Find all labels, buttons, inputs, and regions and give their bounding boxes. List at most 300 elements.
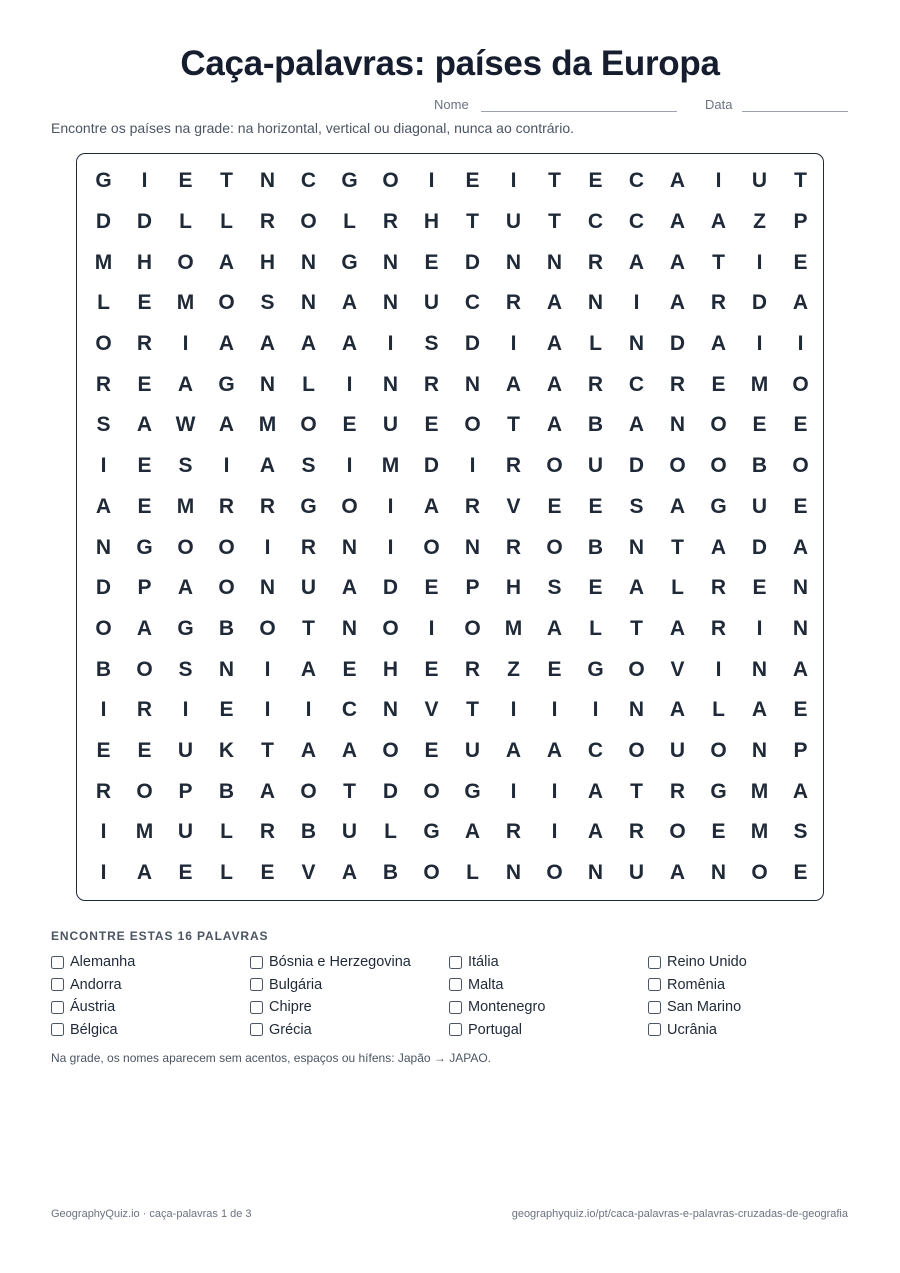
grid-letter[interactable]: I <box>387 535 394 559</box>
grid-letter[interactable]: I <box>264 698 271 722</box>
grid-letter[interactable]: A <box>710 332 727 356</box>
grid-letter[interactable]: P <box>178 779 193 803</box>
grid-letter[interactable]: A <box>710 535 727 559</box>
grid-letter[interactable]: I <box>100 820 107 844</box>
grid-letter[interactable]: I <box>305 698 312 722</box>
grid-letter[interactable]: I <box>715 657 722 681</box>
grid-letter[interactable]: R <box>669 779 686 803</box>
grid-letter[interactable]: I <box>141 169 148 193</box>
grid-letter[interactable]: D <box>136 210 153 234</box>
grid-letter[interactable]: E <box>793 698 808 722</box>
word-item[interactable] <box>648 953 747 971</box>
grid-letter[interactable]: O <box>546 454 563 478</box>
grid-letter[interactable]: M <box>750 820 769 844</box>
grid-letter[interactable]: N <box>382 250 399 274</box>
grid-letter[interactable]: N <box>95 535 112 559</box>
grid-letter[interactable]: E <box>137 372 152 396</box>
grid-letter[interactable]: A <box>710 210 727 234</box>
grid-letter[interactable]: N <box>218 657 235 681</box>
grid-letter[interactable]: C <box>628 372 645 396</box>
grid-letter[interactable]: U <box>751 494 768 518</box>
grid-letter[interactable]: U <box>341 820 358 844</box>
grid-letter[interactable]: E <box>711 820 726 844</box>
grid-letter[interactable]: N <box>505 250 522 274</box>
grid-letter[interactable]: I <box>223 454 230 478</box>
grid-letter[interactable]: I <box>100 861 107 885</box>
grid-letter[interactable]: O <box>218 576 235 600</box>
grid-letter[interactable]: I <box>797 332 804 356</box>
grid-letter[interactable]: L <box>179 210 192 234</box>
grid-letter[interactable]: R <box>300 535 317 559</box>
grid-letter[interactable]: N <box>505 861 522 885</box>
grid-letter[interactable]: I <box>387 332 394 356</box>
grid-letter[interactable]: A <box>136 413 153 437</box>
word-checkbox[interactable] <box>51 978 64 991</box>
grid-letter[interactable]: A <box>218 332 235 356</box>
grid-letter[interactable]: E <box>96 738 111 762</box>
word-item[interactable] <box>449 976 503 994</box>
word-item[interactable] <box>250 953 411 971</box>
grid-letter[interactable]: A <box>546 332 563 356</box>
grid-letter[interactable]: E <box>793 250 808 274</box>
grid-letter[interactable]: A <box>218 250 235 274</box>
grid-letter[interactable]: A <box>136 616 153 640</box>
grid-letter[interactable]: D <box>464 250 481 274</box>
word-checkbox[interactable] <box>250 978 263 991</box>
grid-letter[interactable]: L <box>589 616 602 640</box>
grid-letter[interactable]: T <box>302 616 315 640</box>
grid-letter[interactable]: A <box>259 454 276 478</box>
grid-letter[interactable]: B <box>300 820 317 844</box>
grid-letter[interactable]: M <box>750 372 769 396</box>
grid-letter[interactable]: O <box>341 494 358 518</box>
grid-letter[interactable]: H <box>505 576 522 600</box>
grid-letter[interactable]: N <box>546 250 563 274</box>
grid-letter[interactable]: A <box>669 861 686 885</box>
grid-letter[interactable]: A <box>300 657 317 681</box>
word-item[interactable] <box>250 976 322 994</box>
grid-letter[interactable]: E <box>424 413 439 437</box>
grid-letter[interactable]: L <box>712 698 725 722</box>
grid-letter[interactable]: N <box>300 291 317 315</box>
grid-letter[interactable]: M <box>750 779 769 803</box>
grid-letter[interactable]: E <box>178 169 193 193</box>
grid-letter[interactable]: A <box>546 738 563 762</box>
word-item[interactable] <box>449 953 499 971</box>
grid-letter[interactable]: R <box>423 372 440 396</box>
grid-letter[interactable]: N <box>628 535 645 559</box>
grid-letter[interactable]: A <box>587 820 604 844</box>
grid-letter[interactable]: A <box>669 616 686 640</box>
grid-letter[interactable]: A <box>546 291 563 315</box>
word-item[interactable] <box>449 998 545 1016</box>
grid-letter[interactable]: N <box>382 291 399 315</box>
grid-letter[interactable]: O <box>464 413 481 437</box>
grid-letter[interactable]: L <box>220 820 233 844</box>
grid-letter[interactable]: S <box>793 820 808 844</box>
grid-letter[interactable]: N <box>628 332 645 356</box>
grid-letter[interactable]: M <box>135 820 154 844</box>
grid-letter[interactable]: R <box>136 332 153 356</box>
grid-letter[interactable]: E <box>793 861 808 885</box>
grid-letter[interactable]: E <box>793 494 808 518</box>
grid-letter[interactable]: S <box>178 657 193 681</box>
grid-letter[interactable]: R <box>587 372 604 396</box>
grid-letter[interactable]: E <box>178 861 193 885</box>
grid-letter[interactable]: G <box>587 657 604 681</box>
grid-letter[interactable]: A <box>669 250 686 274</box>
grid-letter[interactable]: E <box>547 494 562 518</box>
grid-letter[interactable]: I <box>756 332 763 356</box>
grid-letter[interactable]: O <box>382 738 399 762</box>
grid-letter[interactable]: I <box>510 698 517 722</box>
grid-letter[interactable]: A <box>546 616 563 640</box>
grid-letter[interactable]: M <box>94 250 113 274</box>
grid-letter[interactable]: O <box>423 535 440 559</box>
grid-letter[interactable]: L <box>589 332 602 356</box>
grid-letter[interactable]: D <box>95 576 112 600</box>
grid-letter[interactable]: I <box>264 657 271 681</box>
grid-letter[interactable]: A <box>792 657 809 681</box>
grid-letter[interactable]: O <box>300 779 317 803</box>
grid-letter[interactable]: N <box>464 535 481 559</box>
grid-letter[interactable]: O <box>792 454 809 478</box>
grid-letter[interactable]: I <box>551 698 558 722</box>
grid-letter[interactable]: I <box>469 454 476 478</box>
grid-letter[interactable]: A <box>177 372 194 396</box>
grid-letter[interactable]: O <box>710 454 727 478</box>
grid-letter[interactable]: O <box>136 657 153 681</box>
grid-letter[interactable]: I <box>510 169 517 193</box>
grid-letter[interactable]: A <box>546 413 563 437</box>
grid-letter[interactable]: N <box>628 698 645 722</box>
grid-letter[interactable]: N <box>751 657 768 681</box>
grid-letter[interactable]: I <box>633 291 640 315</box>
grid-letter[interactable]: E <box>342 657 357 681</box>
grid-letter[interactable]: A <box>546 372 563 396</box>
grid-letter[interactable]: N <box>751 738 768 762</box>
grid-letter[interactable]: O <box>136 779 153 803</box>
grid-letter[interactable]: D <box>751 291 768 315</box>
grid-letter[interactable]: D <box>464 332 481 356</box>
grid-letter[interactable]: E <box>588 494 603 518</box>
grid-letter[interactable]: T <box>548 210 561 234</box>
grid-letter[interactable]: A <box>464 820 481 844</box>
grid-letter[interactable]: I <box>551 820 558 844</box>
word-item[interactable] <box>648 998 741 1016</box>
grid-letter[interactable]: C <box>300 169 317 193</box>
grid-letter[interactable]: G <box>300 494 317 518</box>
grid-letter[interactable]: A <box>669 291 686 315</box>
grid-letter[interactable]: D <box>751 535 768 559</box>
grid-letter[interactable]: L <box>97 291 110 315</box>
grid-letter[interactable]: T <box>630 779 643 803</box>
grid-letter[interactable]: G <box>218 372 235 396</box>
grid-letter[interactable]: M <box>258 413 277 437</box>
word-item[interactable] <box>250 998 312 1016</box>
grid-letter[interactable]: U <box>505 210 522 234</box>
grid-letter[interactable]: E <box>793 413 808 437</box>
grid-letter[interactable]: O <box>218 535 235 559</box>
grid-letter[interactable]: O <box>95 332 112 356</box>
name-field-line[interactable] <box>481 111 677 112</box>
grid-letter[interactable]: S <box>96 413 111 437</box>
grid-letter[interactable]: B <box>218 779 235 803</box>
grid-letter[interactable]: L <box>466 861 479 885</box>
grid-letter[interactable]: R <box>505 820 522 844</box>
grid-letter[interactable]: N <box>792 576 809 600</box>
grid-letter[interactable]: M <box>176 291 195 315</box>
grid-letter[interactable]: R <box>259 210 276 234</box>
grid-letter[interactable]: R <box>505 291 522 315</box>
grid-letter[interactable]: D <box>382 576 399 600</box>
grid-letter[interactable]: O <box>382 616 399 640</box>
grid-letter[interactable]: E <box>711 372 726 396</box>
grid-letter[interactable]: N <box>259 576 276 600</box>
grid-letter[interactable]: R <box>505 535 522 559</box>
grid-letter[interactable]: I <box>428 169 435 193</box>
grid-letter[interactable]: N <box>382 698 399 722</box>
grid-letter[interactable]: N <box>669 413 686 437</box>
grid-letter[interactable]: O <box>259 616 276 640</box>
grid-letter[interactable]: O <box>669 454 686 478</box>
word-checkbox[interactable] <box>51 1001 64 1014</box>
grid-letter[interactable]: G <box>423 820 440 844</box>
grid-letter[interactable]: N <box>341 616 358 640</box>
grid-letter[interactable]: S <box>260 291 275 315</box>
word-checkbox[interactable] <box>250 956 263 969</box>
grid-letter[interactable]: O <box>628 657 645 681</box>
grid-letter[interactable]: A <box>669 210 686 234</box>
grid-letter[interactable]: R <box>710 616 727 640</box>
grid-letter[interactable]: G <box>464 779 481 803</box>
grid-letter[interactable]: I <box>346 372 353 396</box>
word-checkbox[interactable] <box>250 1001 263 1014</box>
grid-letter[interactable]: C <box>464 291 481 315</box>
grid-letter[interactable]: E <box>752 413 767 437</box>
grid-letter[interactable]: E <box>752 576 767 600</box>
grid-letter[interactable]: O <box>628 738 645 762</box>
grid-letter[interactable]: B <box>751 454 768 478</box>
grid-letter[interactable]: T <box>220 169 233 193</box>
grid-letter[interactable]: C <box>587 738 604 762</box>
grid-letter[interactable]: L <box>220 861 233 885</box>
grid-letter[interactable]: I <box>387 494 394 518</box>
word-checkbox[interactable] <box>648 1023 661 1036</box>
grid-letter[interactable]: L <box>384 820 397 844</box>
grid-letter[interactable]: G <box>177 616 194 640</box>
grid-letter[interactable]: T <box>261 738 274 762</box>
grid-letter[interactable]: I <box>182 698 189 722</box>
grid-letter[interactable]: O <box>464 616 481 640</box>
word-checkbox[interactable] <box>51 1023 64 1036</box>
grid-letter[interactable]: U <box>587 454 604 478</box>
grid-letter[interactable]: A <box>669 169 686 193</box>
grid-letter[interactable]: O <box>710 413 727 437</box>
grid-letter[interactable]: R <box>505 454 522 478</box>
grid-letter[interactable]: H <box>259 250 276 274</box>
grid-letter[interactable]: U <box>751 169 768 193</box>
grid-letter[interactable]: O <box>218 291 235 315</box>
grid-letter[interactable]: A <box>177 576 194 600</box>
grid-letter[interactable]: O <box>177 250 194 274</box>
grid-letter[interactable]: N <box>300 250 317 274</box>
grid-letter[interactable]: P <box>465 576 480 600</box>
grid-letter[interactable]: E <box>547 657 562 681</box>
grid-letter[interactable]: I <box>182 332 189 356</box>
grid-letter[interactable]: C <box>341 698 358 722</box>
grid-letter[interactable]: W <box>175 413 196 437</box>
grid-letter[interactable]: E <box>465 169 480 193</box>
grid-letter[interactable]: U <box>300 576 317 600</box>
grid-letter[interactable]: V <box>301 861 316 885</box>
grid-letter[interactable]: D <box>382 779 399 803</box>
date-field-line[interactable] <box>742 111 848 112</box>
grid-letter[interactable]: E <box>137 291 152 315</box>
grid-letter[interactable]: E <box>137 454 152 478</box>
word-checkbox[interactable] <box>250 1023 263 1036</box>
grid-letter[interactable]: O <box>546 535 563 559</box>
grid-letter[interactable]: A <box>259 332 276 356</box>
grid-letter[interactable]: D <box>95 210 112 234</box>
grid-letter[interactable]: M <box>176 494 195 518</box>
grid-letter[interactable]: O <box>669 820 686 844</box>
grid-letter[interactable]: P <box>793 210 808 234</box>
grid-letter[interactable]: R <box>710 291 727 315</box>
grid-letter[interactable]: A <box>423 494 440 518</box>
word-checkbox[interactable] <box>449 1023 462 1036</box>
grid-letter[interactable]: S <box>424 332 439 356</box>
grid-letter[interactable]: R <box>710 576 727 600</box>
grid-letter[interactable]: A <box>669 698 686 722</box>
grid-letter[interactable]: U <box>382 413 399 437</box>
grid-letter[interactable]: A <box>218 413 235 437</box>
grid-letter[interactable]: O <box>300 210 317 234</box>
grid-letter[interactable]: A <box>628 250 645 274</box>
grid-letter[interactable]: T <box>794 169 807 193</box>
grid-letter[interactable]: A <box>95 494 112 518</box>
grid-letter[interactable]: N <box>587 861 604 885</box>
word-checkbox[interactable] <box>449 1001 462 1014</box>
grid-letter[interactable]: N <box>382 372 399 396</box>
grid-letter[interactable]: I <box>346 454 353 478</box>
word-item[interactable] <box>51 976 122 994</box>
grid-letter[interactable]: T <box>507 413 520 437</box>
grid-letter[interactable]: V <box>506 494 521 518</box>
grid-letter[interactable]: O <box>710 738 727 762</box>
grid-letter[interactable]: Z <box>507 657 520 681</box>
grid-letter[interactable]: G <box>710 779 727 803</box>
grid-letter[interactable]: D <box>628 454 645 478</box>
grid-letter[interactable]: A <box>792 779 809 803</box>
grid-letter[interactable]: L <box>343 210 356 234</box>
grid-letter[interactable]: N <box>341 535 358 559</box>
grid-letter[interactable]: P <box>793 738 808 762</box>
grid-letter[interactable]: A <box>341 576 358 600</box>
grid-letter[interactable]: A <box>259 779 276 803</box>
grid-letter[interactable]: A <box>628 576 645 600</box>
grid-letter[interactable]: O <box>382 169 399 193</box>
grid-letter[interactable]: R <box>259 820 276 844</box>
grid-letter[interactable]: S <box>178 454 193 478</box>
grid-letter[interactable]: B <box>587 535 604 559</box>
grid-letter[interactable]: I <box>428 616 435 640</box>
grid-letter[interactable]: E <box>342 413 357 437</box>
grid-letter[interactable]: I <box>100 698 107 722</box>
grid-letter[interactable]: I <box>715 169 722 193</box>
grid-letter[interactable]: H <box>382 657 399 681</box>
word-item[interactable] <box>449 1021 522 1039</box>
grid-letter[interactable]: R <box>136 698 153 722</box>
grid-letter[interactable]: O <box>423 779 440 803</box>
grid-letter[interactable]: M <box>381 454 400 478</box>
grid-letter[interactable]: C <box>587 210 604 234</box>
grid-letter[interactable]: A <box>341 291 358 315</box>
grid-letter[interactable]: E <box>424 738 439 762</box>
grid-letter[interactable]: D <box>423 454 440 478</box>
grid-letter[interactable]: I <box>592 698 599 722</box>
grid-letter[interactable]: H <box>136 250 153 274</box>
grid-letter[interactable]: E <box>424 576 439 600</box>
grid-letter[interactable]: R <box>587 250 604 274</box>
grid-letter[interactable]: R <box>464 657 481 681</box>
word-checkbox[interactable] <box>648 978 661 991</box>
grid-letter[interactable]: C <box>628 169 645 193</box>
grid-letter[interactable]: G <box>95 169 112 193</box>
grid-letter[interactable]: N <box>710 861 727 885</box>
grid-letter[interactable]: B <box>218 616 235 640</box>
grid-letter[interactable]: U <box>628 861 645 885</box>
grid-letter[interactable]: T <box>466 698 479 722</box>
grid-letter[interactable]: L <box>302 372 315 396</box>
grid-letter[interactable]: T <box>466 210 479 234</box>
grid-letter[interactable]: L <box>220 210 233 234</box>
grid-letter[interactable]: E <box>588 576 603 600</box>
grid-letter[interactable]: K <box>218 738 235 762</box>
grid-letter[interactable]: A <box>341 861 358 885</box>
word-checkbox[interactable] <box>51 956 64 969</box>
grid-letter[interactable]: G <box>710 494 727 518</box>
grid-letter[interactable]: A <box>505 738 522 762</box>
grid-letter[interactable]: R <box>628 820 645 844</box>
word-item[interactable] <box>51 1021 118 1039</box>
grid-letter[interactable]: A <box>792 291 809 315</box>
grid-letter[interactable]: R <box>218 494 235 518</box>
word-checkbox[interactable] <box>648 1001 661 1014</box>
word-item[interactable] <box>51 998 115 1016</box>
grid-letter[interactable]: A <box>300 738 317 762</box>
grid-letter[interactable]: U <box>177 738 194 762</box>
grid-letter[interactable]: O <box>751 861 768 885</box>
grid-letter[interactable]: P <box>137 576 152 600</box>
grid-letter[interactable]: A <box>341 738 358 762</box>
word-checkbox[interactable] <box>449 978 462 991</box>
grid-letter[interactable]: B <box>382 861 399 885</box>
grid-letter[interactable]: A <box>628 413 645 437</box>
grid-letter[interactable]: E <box>424 250 439 274</box>
grid-letter[interactable]: I <box>756 250 763 274</box>
grid-letter[interactable]: A <box>505 372 522 396</box>
grid-letter[interactable]: R <box>259 494 276 518</box>
grid-letter[interactable]: A <box>669 494 686 518</box>
grid-letter[interactable]: G <box>341 169 358 193</box>
grid-letter[interactable]: E <box>588 169 603 193</box>
grid-letter[interactable]: I <box>100 454 107 478</box>
grid-letter[interactable]: B <box>95 657 112 681</box>
word-checkbox[interactable] <box>648 956 661 969</box>
grid-letter[interactable]: H <box>423 210 440 234</box>
grid-letter[interactable]: N <box>464 372 481 396</box>
